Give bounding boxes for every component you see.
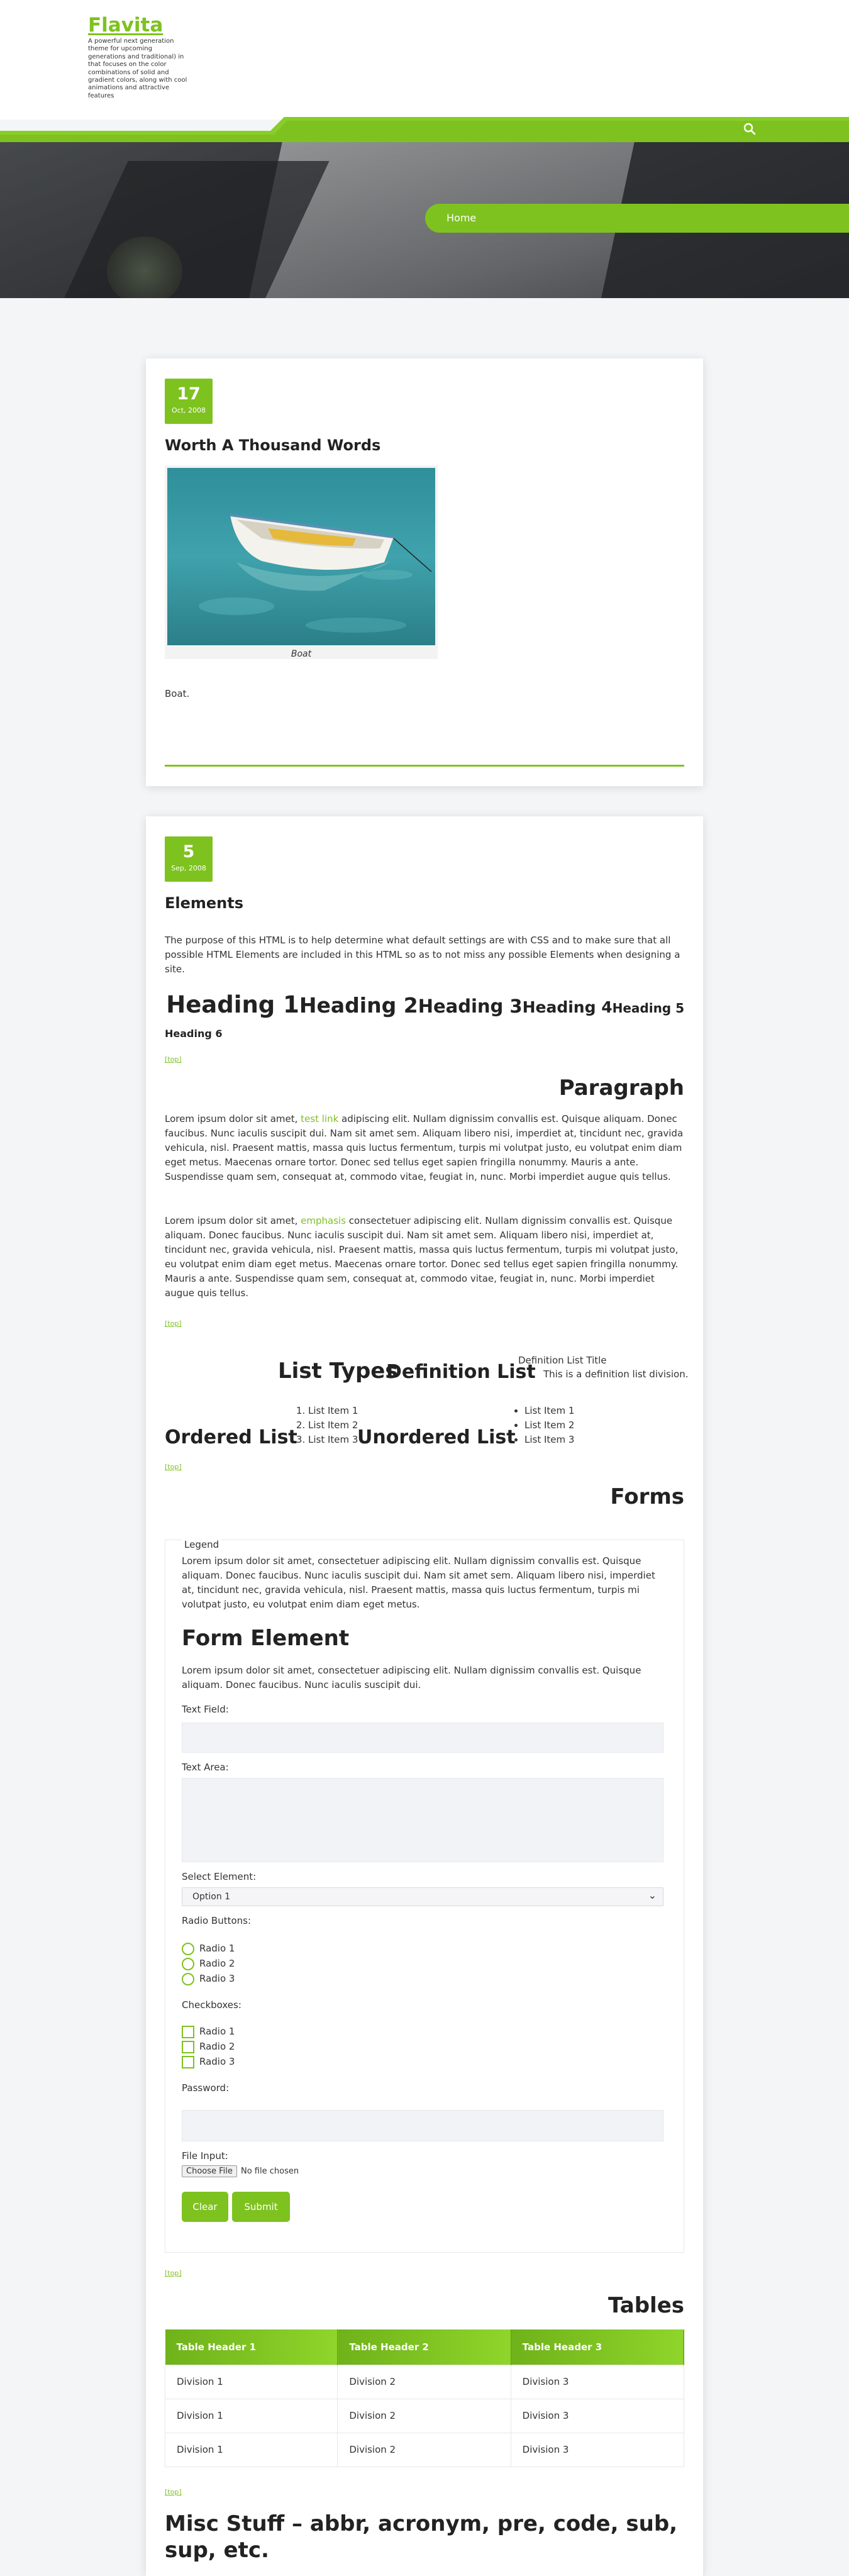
paragraph-1-text-b: adipiscing elit. Nullam dignissim convallis est. Quisque aliquam. Donec faucibus. Nunc iaculis suscipit dui. Nam sit amet sem. Aliquam libero nisi, imperdiet at, tincidunt nec, gravida vehicula, nisl. Praesent mattis, massa quis luctus fermentum, turpis mi volutpat justo, eu volutpat enim diam eget metus. Maecenas ornare tortor. Donec sed tellus eget sapien fringilla nonummy. Mauris a ante. Suspendisse quam sem, consequat at, commodo vitae, feugiat in, nunc. Morbi imperdiet augue quis tellus. bbox=[165, 1113, 684, 1182]
ordered-list-heading: Ordered List bbox=[165, 1426, 297, 1448]
table-cell: Division 1 bbox=[165, 2433, 338, 2467]
figure bbox=[165, 465, 438, 659]
post-title[interactable]: Worth A Thousand Words bbox=[165, 436, 381, 454]
legend-paragraph: Lorem ipsum dolor sit amet, consectetuer adipiscing elit. Nullam dignissim convallis est. Quisque aliquam. Donec faucibus. Nunc iaculis suscipit dui. Nam sit amet sem. Aliquam libero nisi, imperdiet at, tincidunt nec, gravida vehicula, nisl. Praesent mattis, massa quis luctus fermentum, turpis mi volutpat justo, eu volutpat enim diam eget metus. bbox=[182, 1555, 655, 1610]
table-row bbox=[165, 2399, 684, 2433]
heading-3: Heading 3 bbox=[418, 996, 523, 1017]
checkbox[interactable] bbox=[182, 2041, 194, 2053]
search-icon[interactable] bbox=[742, 121, 757, 136]
post-card bbox=[146, 816, 703, 2576]
text-field-label: Text Field: bbox=[182, 1704, 229, 1715]
form-buttons bbox=[182, 2192, 308, 2222]
date-badge bbox=[165, 836, 213, 882]
misc-heading: Misc Stuff – abbr, acronym, pre, code, sub, sup, etc. bbox=[165, 2511, 678, 2563]
post-card bbox=[146, 358, 703, 786]
boat-image bbox=[167, 468, 435, 645]
table-row bbox=[165, 2365, 684, 2399]
table-cell: Division 2 bbox=[338, 2399, 511, 2433]
text-area-label: Text Area: bbox=[182, 1762, 229, 1773]
text-field[interactable] bbox=[182, 1723, 663, 1753]
unordered-list-heading: Unordered List bbox=[357, 1426, 516, 1448]
radio-option-label: Radio 2 bbox=[199, 1958, 235, 1969]
site-tagline: A powerful next generation theme for upcoming generations and traditional) in that focuses on the color combinations of solid and gradient colors, along with cool animations and attractive features bbox=[88, 38, 187, 99]
table-cell: Division 1 bbox=[165, 2365, 338, 2399]
select-label: Select Element: bbox=[182, 1871, 257, 1882]
checkbox[interactable] bbox=[182, 2056, 194, 2068]
intro-paragraph: The purpose of this HTML is to help determine what default settings are with CSS and to make sure that all possible HTML Elements are included in this HTML so as to not miss any possible Elements when designing a site. bbox=[165, 935, 680, 975]
checkbox-option-label: Radio 1 bbox=[199, 2026, 235, 2037]
radio-button[interactable] bbox=[182, 1958, 194, 1970]
list-item: • List Item 1 bbox=[524, 1404, 626, 1418]
list-item: • List Item 2 bbox=[524, 1418, 626, 1433]
form-element-heading: Form Element bbox=[182, 1626, 350, 1651]
top-link[interactable]: [top] bbox=[165, 1055, 182, 1063]
top-link[interactable]: [top] bbox=[165, 2269, 182, 2277]
definition-title: Definition List Title bbox=[518, 1355, 607, 1366]
post-divider bbox=[165, 765, 684, 767]
table-cell: Division 2 bbox=[338, 2433, 511, 2467]
date-badge bbox=[165, 379, 213, 424]
definition-division: This is a definition list division. bbox=[543, 1368, 689, 1380]
checkbox-label: Checkboxes: bbox=[182, 1999, 241, 2011]
file-status: No file chosen bbox=[241, 2167, 299, 2176]
list-item: 2. List Item 2 bbox=[308, 1418, 404, 1433]
heading-4: Heading 4 bbox=[522, 998, 613, 1016]
heading-6: Heading 6 bbox=[165, 1028, 223, 1040]
date-day: 17 bbox=[177, 384, 201, 404]
unordered-list bbox=[513, 1404, 626, 1447]
data-table bbox=[165, 2329, 684, 2467]
form-paragraph: Lorem ipsum dolor sit amet, consectetuer adipiscing elit. Nullam dignissim convallis est. Quisque aliquam. Donec faucibus. Nunc iaculis suscipit dui. bbox=[182, 1665, 641, 1690]
radio-button[interactable] bbox=[182, 1973, 194, 1985]
list-types-heading: List Types bbox=[278, 1358, 398, 1384]
figure-caption: Boat bbox=[291, 649, 312, 659]
table-row bbox=[165, 2433, 684, 2467]
list-item: 1. List Item 1 bbox=[308, 1404, 404, 1418]
table-cell: Division 3 bbox=[511, 2433, 684, 2467]
password-label: Password: bbox=[182, 2082, 230, 2094]
emphasis-text: emphasis bbox=[301, 1215, 347, 1226]
paragraph-1-text-a: Lorem ipsum dolor sit amet, bbox=[165, 1113, 301, 1124]
radio-option-label: Radio 1 bbox=[199, 1943, 235, 1954]
select-value: Option 1 bbox=[192, 1892, 231, 1902]
post-body: Boat. bbox=[165, 688, 190, 699]
checkbox[interactable] bbox=[182, 2026, 194, 2038]
select-element[interactable] bbox=[182, 1887, 663, 1906]
table-header: Table Header 1 bbox=[165, 2329, 338, 2365]
list-item: 3. List Item 3 bbox=[308, 1433, 404, 1447]
paragraph-2 bbox=[165, 1214, 684, 1301]
forms-heading: Forms bbox=[610, 1484, 684, 1509]
password-field[interactable] bbox=[182, 2110, 663, 2141]
top-link[interactable]: [top] bbox=[165, 1319, 182, 1328]
table-cell: Division 3 bbox=[511, 2399, 684, 2433]
checkbox-option-label: Radio 2 bbox=[199, 2041, 235, 2052]
table-header: Table Header 3 bbox=[511, 2329, 684, 2365]
heading-1: Heading 1 bbox=[166, 991, 299, 1018]
radio-label: Radio Buttons: bbox=[182, 1915, 252, 1926]
list-item: • List Item 3 bbox=[524, 1433, 626, 1447]
definition-list-heading: Definition List bbox=[386, 1361, 536, 1383]
file-choose-button[interactable]: Choose File bbox=[182, 2165, 237, 2177]
paragraph-2-text-b: consectetuer adipiscing elit. Nullam dignissim convallis est. Quisque aliquam. Donec faucibus. Nunc iaculis suscipit dui. Nam sit amet sem. Aliquam libero nisi, imperdiet at, tincidunt nec, gravida vehicula, nisl. Praesent mattis, massa quis luctus fermentum, turpis mi volutpat justo, eu volutpat enim diam eget metus. Maecenas ornare tortor. Donec sed tellus eget sapien fringilla nonummy. Mauris a ante. Suspendisse quam sem, consequat at, commodo vitae, feugiat in, nunc. Morbi imperdiet augue quis tellus. bbox=[165, 1215, 679, 1299]
submit-button[interactable]: Submit bbox=[232, 2192, 290, 2222]
nav-item-home[interactable]: Home bbox=[447, 212, 477, 224]
heading-2: Heading 2 bbox=[299, 993, 418, 1018]
date-month: Sep, 2008 bbox=[171, 864, 206, 872]
top-link[interactable]: [top] bbox=[165, 1463, 182, 1471]
hero-banner bbox=[0, 142, 849, 298]
top-link[interactable]: [top] bbox=[165, 2488, 182, 2496]
paragraph-heading: Paragraph bbox=[558, 1075, 684, 1101]
tables-heading: Tables bbox=[608, 2293, 684, 2318]
table-header-row bbox=[165, 2329, 684, 2365]
chevron-down-icon: ⌄ bbox=[648, 1889, 657, 1901]
site-header bbox=[0, 0, 849, 119]
date-month: Oct, 2008 bbox=[171, 406, 206, 414]
post-title[interactable]: Elements bbox=[165, 894, 244, 912]
table-cell: Division 1 bbox=[165, 2399, 338, 2433]
clear-button[interactable]: Clear bbox=[182, 2192, 228, 2222]
radio-option-label: Radio 3 bbox=[199, 1973, 235, 1984]
main-nav bbox=[425, 204, 849, 233]
file-input-label: File Input: bbox=[182, 2150, 228, 2162]
checkbox-option-label: Radio 3 bbox=[199, 2056, 235, 2067]
heading-5: Heading 5 bbox=[612, 1001, 684, 1016]
fieldset bbox=[165, 1540, 684, 2253]
site-logo[interactable]: Flavita bbox=[88, 14, 164, 36]
test-link[interactable]: test link bbox=[301, 1113, 339, 1124]
paragraph-1 bbox=[165, 1112, 684, 1184]
headings-row bbox=[165, 991, 684, 1018]
paragraph-2-text-a: Lorem ipsum dolor sit amet, bbox=[165, 1215, 301, 1226]
radio-button[interactable] bbox=[182, 1943, 194, 1955]
table-cell: Division 3 bbox=[511, 2365, 684, 2399]
date-day: 5 bbox=[182, 842, 195, 862]
table-cell: Division 2 bbox=[338, 2365, 511, 2399]
text-area[interactable] bbox=[182, 1778, 663, 1862]
header-green-bar bbox=[0, 117, 849, 142]
table-header: Table Header 2 bbox=[338, 2329, 511, 2365]
legend: Legend bbox=[182, 1539, 221, 1550]
